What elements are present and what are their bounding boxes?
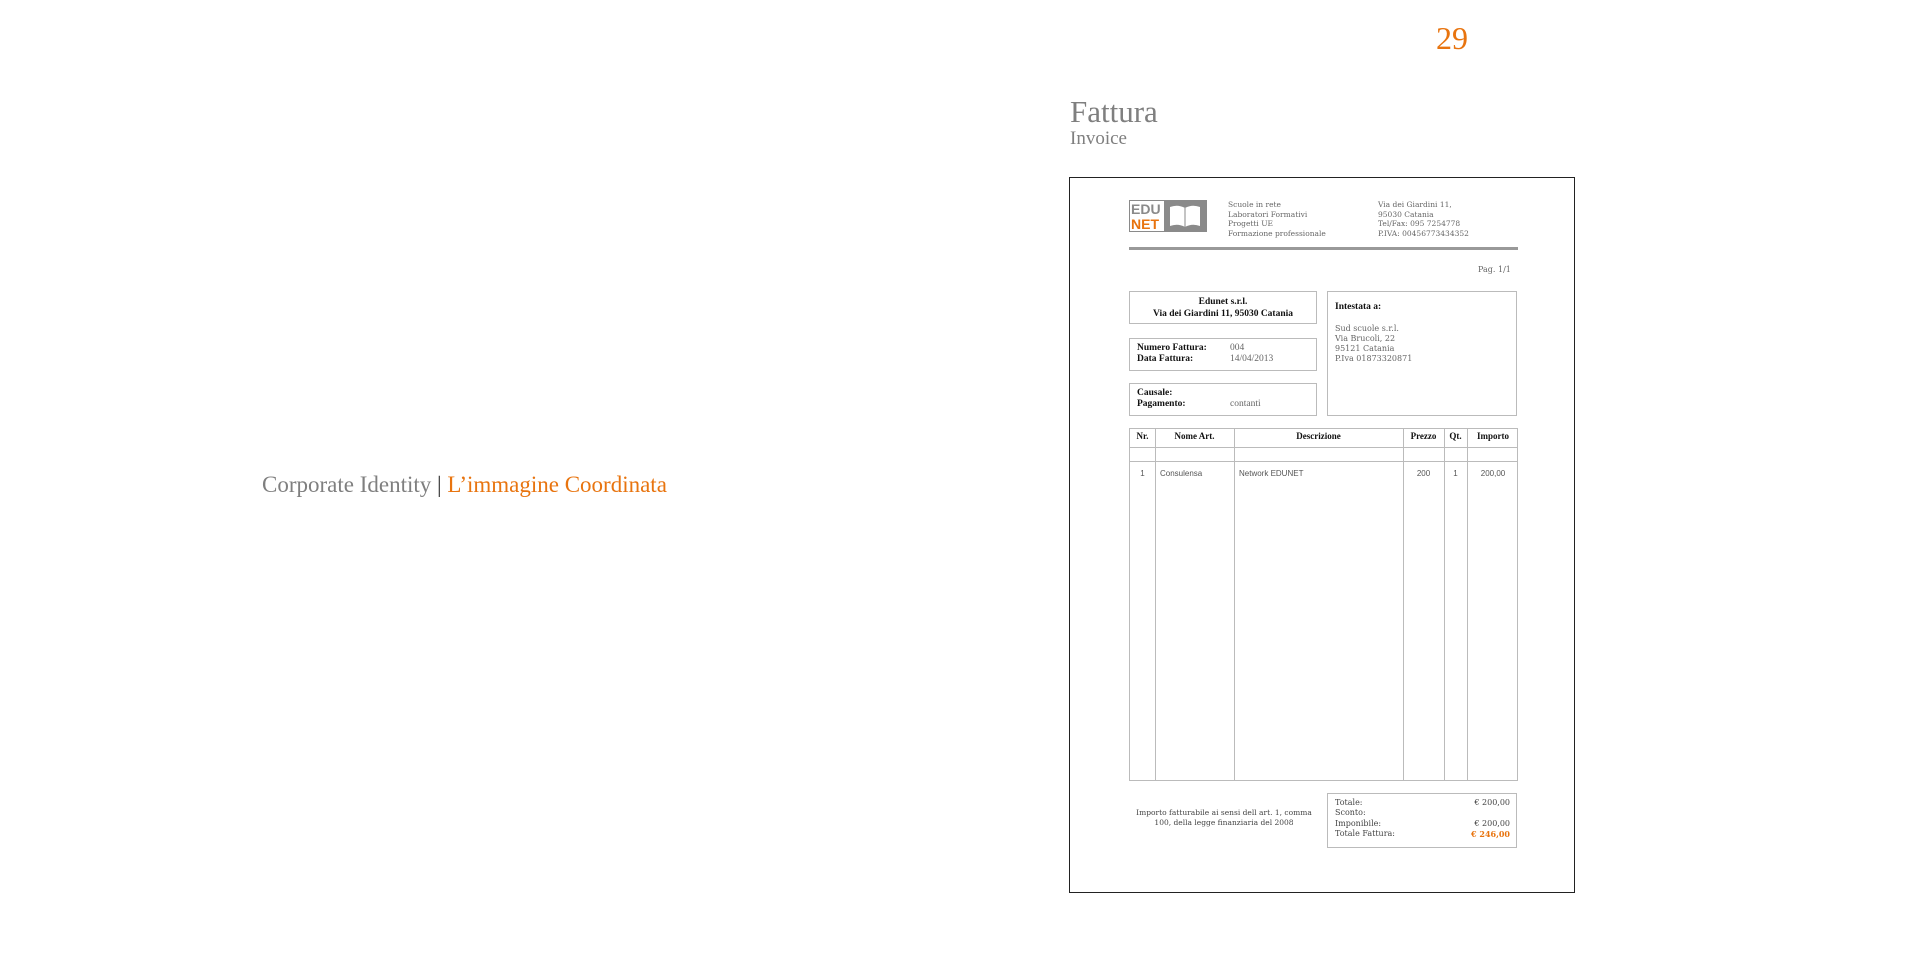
recipient-line: P.Iva 01873320871 [1335, 354, 1413, 363]
column-divider [1467, 429, 1468, 780]
recipient-box [1327, 291, 1517, 416]
invoice-info-box [1129, 338, 1317, 371]
section-title-right: L’immagine Coordinata [447, 472, 667, 497]
page-indicator: Pag. 1/1 [1478, 265, 1511, 274]
legal-note: Importo fatturabile ai sensi dell art. 1, comma 100, della legge finanziaria del 2008 [1136, 808, 1312, 827]
cell-amount: 200,00 [1480, 469, 1506, 478]
column-divider [1155, 429, 1156, 780]
recipient-line: 95121 Catania [1335, 344, 1395, 353]
open-book-icon [1170, 206, 1200, 227]
issuer-box [1129, 291, 1317, 324]
invoice-number-label: Numero Fattura: [1137, 343, 1207, 353]
taxable-label: Imponibile: [1335, 819, 1382, 828]
cell-qty: 1 [1453, 469, 1458, 478]
service-line: Formazione professionale [1228, 228, 1326, 238]
edunet-logo [1129, 200, 1207, 232]
column-divider [1403, 429, 1404, 780]
column-divider [1234, 429, 1235, 780]
section-title [262, 472, 667, 498]
section-title-left: Corporate Identity [262, 472, 432, 497]
contact-line: 95030 Catania [1378, 209, 1434, 219]
logo-text-bottom: NET [1131, 216, 1159, 232]
invoice-total-value: € 246,00 [1471, 829, 1510, 839]
contact-line: Tel/Fax: 095 7254778 [1378, 219, 1461, 228]
header-divider [1129, 247, 1518, 250]
causale-label: Causale: [1137, 388, 1173, 398]
payment-box [1129, 383, 1317, 416]
issuer-address: Via dei Giardini 11, 95030 Catania [1152, 309, 1294, 319]
logo-text-top: EDU [1131, 201, 1161, 217]
column-header-price: Prezzo [1410, 431, 1437, 441]
cell-nr: 1 [1140, 469, 1145, 478]
total-value: € 200,00 [1474, 798, 1510, 807]
page-subtitle: Invoice [1070, 128, 1127, 149]
column-divider [1444, 429, 1445, 780]
payment-value: contanti [1230, 399, 1261, 409]
page-number: 29 [1436, 20, 1468, 56]
recipient-line: Via Brucoli, 22 [1335, 334, 1396, 343]
invoice-total-label: Totale Fattura: [1335, 829, 1395, 838]
column-header-nr: Nr. [1136, 431, 1149, 441]
column-header-name: Nome Art. [1174, 431, 1215, 441]
invoice-date-value: 14/04/2013 [1230, 354, 1274, 364]
items-table [1129, 428, 1518, 781]
company-contacts [1378, 200, 1469, 238]
invoice-sheet [1069, 177, 1575, 893]
payment-label: Pagamento: [1137, 399, 1186, 409]
contact-line: P.IVA: 00456773434352 [1378, 228, 1469, 238]
invoice-date-label: Data Fattura: [1137, 354, 1194, 364]
cell-name: Consulensa [1160, 469, 1203, 478]
section-separator: | [437, 472, 442, 497]
column-header-description: Descrizione [1296, 431, 1341, 441]
column-header-amount: Importo [1477, 431, 1509, 441]
column-header-qty: Qt. [1449, 431, 1462, 441]
invoice-number-value: 004 [1230, 343, 1245, 353]
table-divider [1130, 461, 1517, 462]
taxable-value: € 200,00 [1474, 819, 1510, 828]
table-divider [1130, 447, 1517, 448]
recipient-label: Intestata a: [1335, 302, 1382, 312]
service-line: Progetti UE [1228, 219, 1273, 228]
service-line: Laboratori Formativi [1228, 209, 1308, 219]
service-line: Scuole in rete [1228, 200, 1281, 209]
totals-box [1327, 793, 1517, 848]
discount-label: Sconto: [1335, 808, 1366, 817]
recipient-line: Sud scuole s.r.l. [1335, 324, 1399, 333]
issuer-name: Edunet s.r.l. [1198, 297, 1248, 307]
cell-price: 200 [1416, 469, 1431, 478]
recipient-address [1335, 324, 1412, 364]
contact-line: Via dei Giardini 11, [1378, 200, 1452, 209]
page-title: Fattura [1070, 94, 1158, 129]
total-label: Totale: [1335, 798, 1363, 807]
cell-description: Network EDUNET [1239, 469, 1304, 478]
company-services [1228, 200, 1326, 238]
